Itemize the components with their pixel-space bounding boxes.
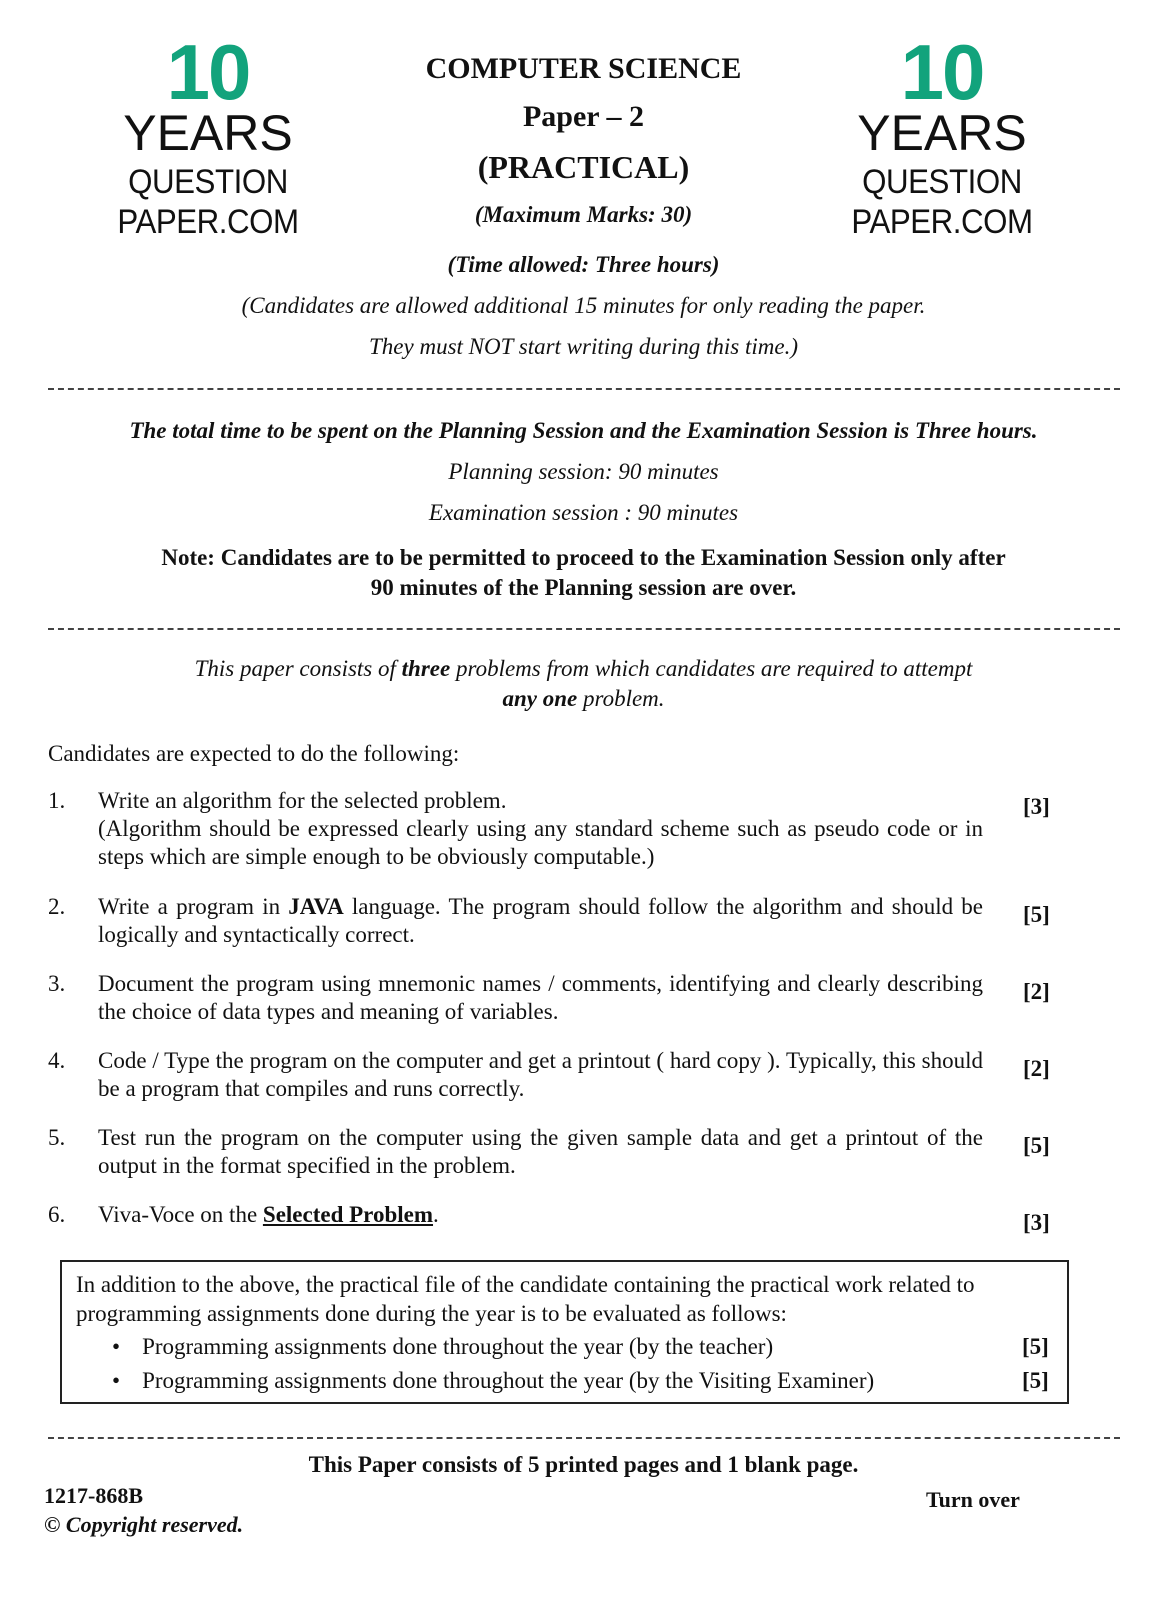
bullet-text: Programming assignments done throughout the year (by the Visiting Examiner) [142, 1368, 875, 1393]
item-marks: [3] [1023, 794, 1050, 819]
item-number: 1. [48, 788, 66, 813]
consists-bold: any one [502, 686, 578, 711]
bullet-item [112, 1334, 773, 1360]
divider [48, 388, 1120, 390]
item-text: Document the program using mnemonic names / comments, identifying and clearly describing the choice of data types and meaning of variables. [98, 971, 983, 1024]
paper-type: (PRACTICAL) [477, 149, 690, 185]
practical-file-intro: In addition to the above, the practical file of the candidate containing the practical work related to programming assignments done during the year is to be evaluated as follows: [76, 1272, 975, 1326]
logo-years: YEARS [857, 105, 1027, 161]
consists-text: problems from which candidates are required to attempt [450, 656, 973, 681]
logo-years: YEARS [123, 105, 293, 161]
turn-over: Turn over [926, 1487, 1020, 1512]
item-text: Viva-Voce on the Selected Problem. [98, 1202, 439, 1227]
paper-number: Paper – 2 [522, 100, 645, 133]
reading-time-line1: (Candidates are allowed additional 15 minutes for only reading the paper. [241, 293, 926, 318]
expectations-intro: Candidates are expected to do the following: [48, 741, 460, 766]
item-marks: [2] [1023, 1056, 1050, 1081]
consists-text: problem. [577, 686, 665, 711]
consists-bold: three [401, 656, 451, 681]
bullet-marks: [5] [1022, 1368, 1049, 1393]
bullet-icon: • [112, 1368, 121, 1393]
bullet-marks: [5] [1022, 1334, 1049, 1359]
logo-number: 10 [900, 28, 984, 116]
page-count: This Paper consists of 5 printed pages and 1 blank page. [308, 1452, 859, 1477]
planning-session: Planning session: 90 minutes [448, 459, 719, 484]
paper-consists [0, 654, 1167, 714]
session-note-line2: 90 minutes of the Planning session are over. [370, 575, 797, 600]
examination-session: Examination session : 90 minutes [428, 500, 739, 525]
total-time: The total time to be spent on the Planning Session and the Examination Session is Three hours. [129, 418, 1038, 443]
bullet-icon: • [112, 1334, 121, 1359]
session-note-line1: Note: Candidates are to be permitted to proceed to the Examination Session only after [161, 545, 1006, 570]
practical-file-box [60, 1260, 1069, 1404]
item-number: 5. [48, 1125, 66, 1150]
item-text: Code / Type the program on the computer and get a printout ( hard copy ). Typically, this should be a program that compiles and runs correctly. [98, 1048, 983, 1101]
item-text: Write an algorithm for the selected problem. [98, 788, 507, 813]
item-text: (Algorithm should be expressed clearly using any standard scheme such as pseudo code or in steps which are simple enough to be obviously computable.) [98, 816, 983, 869]
item-text: Write a program in JAVA language. The program should follow the algorithm and should be logically and syntactically correct. [98, 894, 984, 947]
reading-time-line2: They must NOT start writing during this time.) [369, 334, 798, 359]
item-number: 4. [48, 1048, 66, 1073]
item-marks: [5] [1023, 902, 1050, 927]
item-marks: [3] [1023, 1210, 1050, 1235]
session-note [0, 543, 1167, 603]
item-text: Test run the program on the computer using the given sample data and get a printout of the output in the format specified in the problem. [98, 1125, 983, 1178]
item-number: 6. [48, 1202, 66, 1227]
logo-site: QUESTION PAPER.COM [851, 163, 1033, 241]
item-marks: [2] [1023, 979, 1050, 1004]
divider [48, 628, 1120, 630]
paper-code: 1217-868B [44, 1483, 143, 1508]
consists-text: This paper consists of [194, 656, 402, 681]
item-number: 3. [48, 971, 66, 996]
copyright: © Copyright reserved. [44, 1512, 244, 1537]
bullet-text: Programming assignments done throughout the year (by the teacher) [142, 1334, 774, 1359]
max-marks: (Maximum Marks: 30) [474, 202, 693, 227]
time-allowed: (Time allowed: Three hours) [447, 252, 720, 277]
logo-number: 10 [166, 28, 250, 116]
bullet-item [112, 1368, 874, 1394]
item-number: 2. [48, 894, 66, 919]
item-marks: [5] [1023, 1133, 1050, 1158]
logo-site: QUESTION PAPER.COM [117, 163, 299, 241]
subject-title: COMPUTER SCIENCE [425, 52, 742, 85]
divider [48, 1437, 1120, 1439]
